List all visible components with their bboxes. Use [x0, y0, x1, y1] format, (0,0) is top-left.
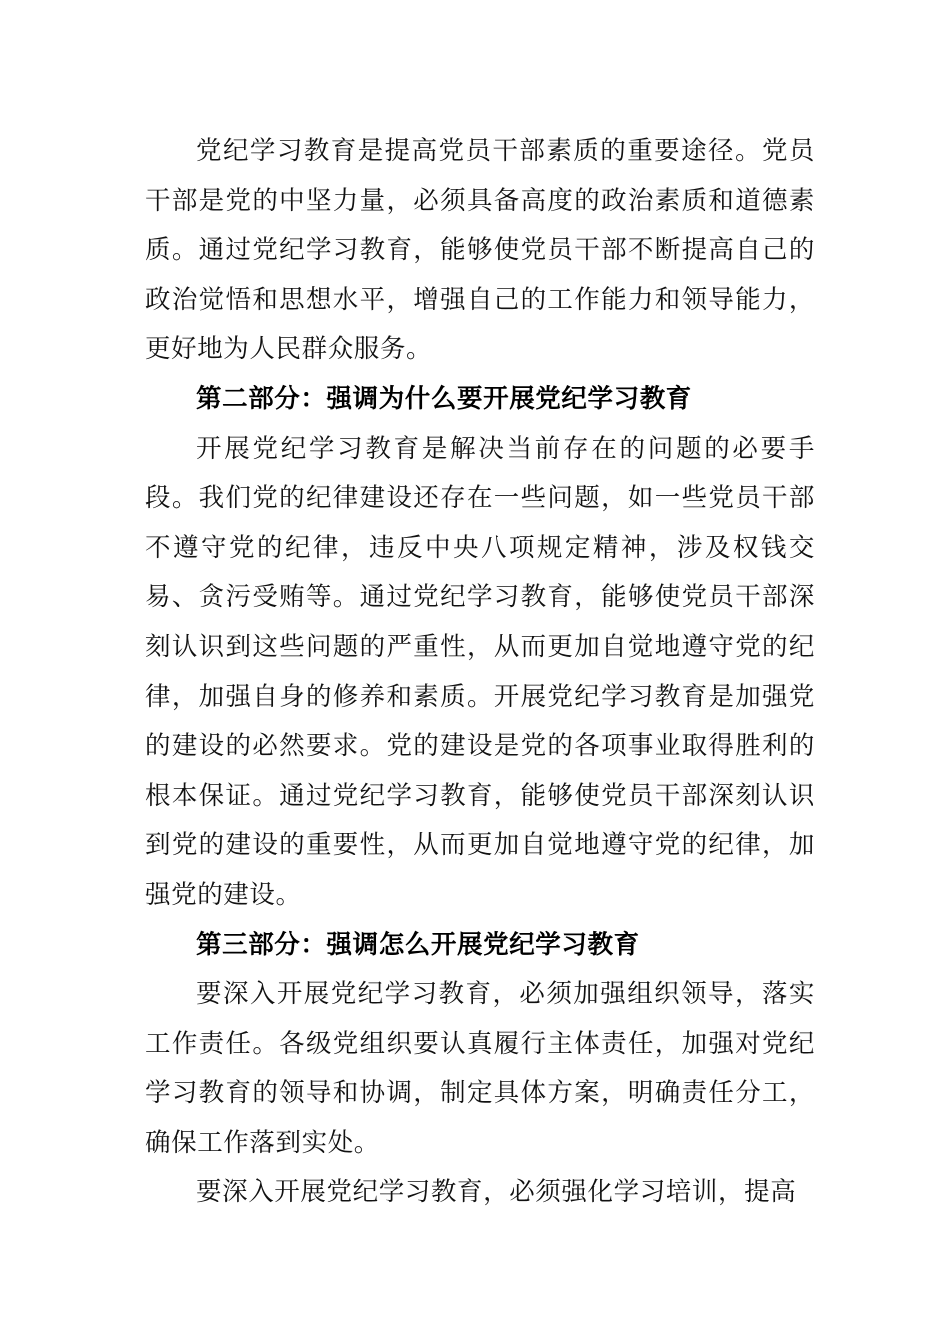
body-paragraph: 要深入开展党纪学习教育，必须强化学习培训，提高 [196, 1177, 797, 1208]
section-heading-part-three: 第三部分：强调怎么开展党纪学习教育 [196, 929, 640, 960]
body-paragraph: 要深入开展党纪学习教育，必须加强组织领导，落实工作责任。各级党组织要认真履行主体责任，加强对党纪学习教育的领导和协调，制定具体方案，明确责任分工，确保工作落到实处。 [145, 979, 815, 1158]
document-body [145, 127, 815, 1218]
body-paragraph: 党纪学习教育是提高党员干部素质的重要途径。党员干部是党的中坚力量，必须具备高度的政治素质和道德素质。通过党纪学习教育，能够使党员干部不断提高自己的政治觉悟和思想水平，增强自己的工作能力和领导能力，更好地为人民群众服务。 [145, 136, 815, 365]
body-paragraph: 开展党纪学习教育是解决当前存在的问题的必要手段。我们党的纪律建设还存在一些问题，如一些党员干部不遵守党的纪律，违反中央八项规定精神，涉及权钱交易、贪污受贿等。通过党纪学习教育，能够使党员干部深刻认识到这些问题的严重性，从而更加自觉地遵守党的纪律，加强自身的修养和素质。开展党纪学习教育是加强党的建设的必然要求。党的建设是党的各项事业取得胜利的根本保证。通过党纪学习教育，能够使党员干部深刻认识到党的建设的重要性，从而更加自觉地遵守党的纪律，加强党的建设。 [145, 433, 815, 910]
section-heading-part-two: 第二部分：强调为什么要开展党纪学习教育 [196, 383, 692, 414]
